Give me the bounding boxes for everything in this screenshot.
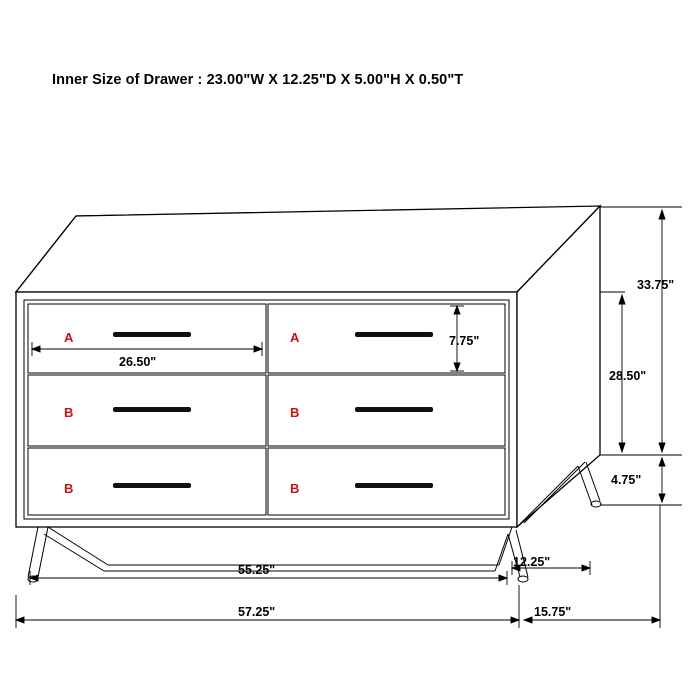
base-brace-right-2 bbox=[495, 534, 508, 571]
dimension-label-drawer-height: 7.75" bbox=[449, 334, 480, 348]
foot-rear-right bbox=[591, 501, 601, 507]
dimension-label-leg-height: 4.75" bbox=[611, 473, 642, 487]
base-brace-left-2 bbox=[44, 534, 104, 571]
handle-top-left bbox=[113, 332, 191, 337]
dimension-total-height bbox=[659, 210, 665, 452]
page-title: Inner Size of Drawer : 23.00"W X 12.25"D X 5.00"H X 0.50"T bbox=[52, 72, 464, 88]
drawer-label-bottom-left: B bbox=[64, 481, 74, 496]
handle-bottom-right bbox=[355, 483, 433, 488]
dimension-label-cabinet-height: 28.50" bbox=[609, 369, 647, 383]
base-brace-right bbox=[499, 527, 512, 565]
drawer-label-top-left: A bbox=[64, 330, 74, 345]
drawer-label-bottom-right: B bbox=[290, 481, 300, 496]
cabinet-top-plane bbox=[16, 206, 600, 292]
dimension-label-overall-width: 57.25" bbox=[238, 605, 276, 619]
handle-middle-left bbox=[113, 407, 191, 412]
drawer-front-bottom-right[interactable] bbox=[268, 448, 505, 515]
handle-middle-right bbox=[355, 407, 433, 412]
leg-front-left-inner bbox=[38, 527, 48, 577]
leg-front-left-outer bbox=[28, 527, 38, 577]
dimension-label-front-width-inner: 55.25" bbox=[238, 563, 276, 577]
drawer-label-top-right: A bbox=[290, 330, 300, 345]
dimension-label-depth-front: 12.25" bbox=[513, 555, 551, 569]
foot-front-right bbox=[518, 576, 528, 582]
dimension-label-total-height: 33.75" bbox=[637, 278, 675, 292]
dimension-label-drawer-width: 26.50" bbox=[119, 355, 157, 369]
handle-top-right bbox=[355, 332, 433, 337]
dimension-label-overall-depth: 15.75" bbox=[534, 605, 572, 619]
drawer-label-middle-right: B bbox=[290, 405, 300, 420]
dimension-leg-height bbox=[659, 458, 665, 502]
handle-bottom-left bbox=[113, 483, 191, 488]
dimension-extension-lines-right bbox=[600, 207, 682, 505]
base-brace-left bbox=[48, 527, 108, 565]
drawer-label-middle-left: B bbox=[64, 405, 74, 420]
